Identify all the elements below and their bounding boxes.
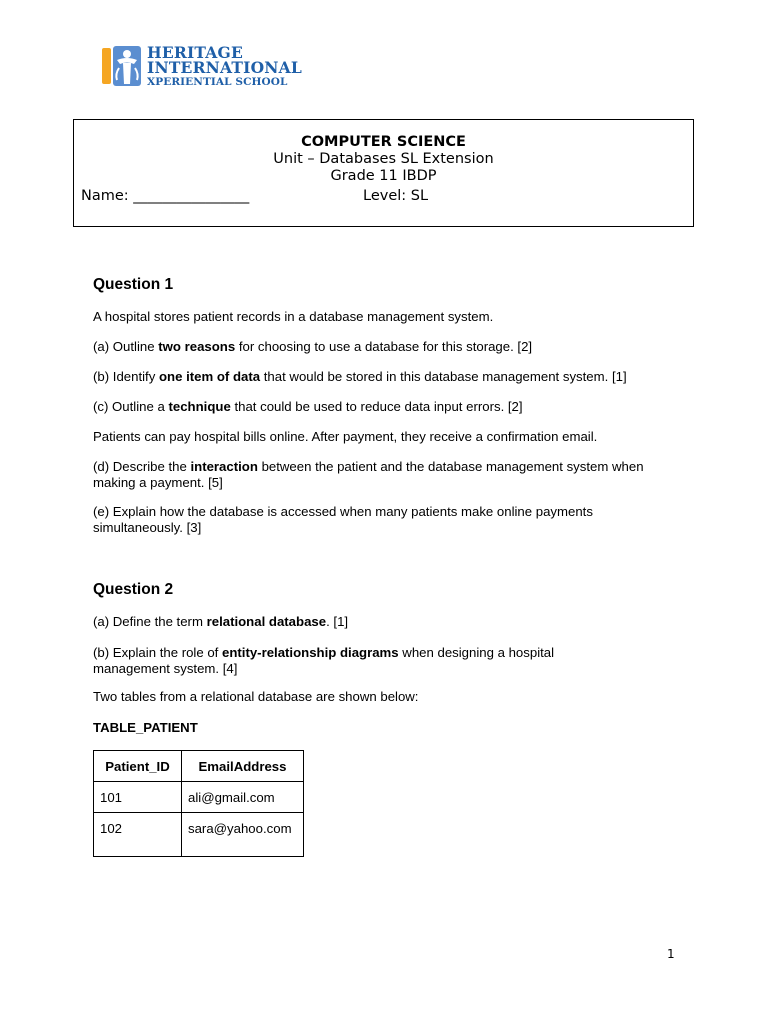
q2-a-bold: relational database (206, 614, 327, 629)
grade-title: Grade 11 IBDP (330, 168, 437, 184)
logo-line-2: INTERNATIONAL (147, 58, 302, 77)
q1-context: Patients can pay hospital bills online. After payment, they receive a confirmation email. (93, 429, 598, 444)
q2-a-post: . [1] (326, 614, 349, 629)
q1-b-bold: one item of data (158, 369, 261, 384)
q1-intro: A hospital stores patient records in a database management system. (93, 309, 494, 324)
q1-b-post: that would be stored in this database management system. [1] (260, 369, 627, 384)
table-cell-patient-id: 102 (94, 813, 182, 857)
level-label: Level: SL (363, 188, 429, 204)
name-field: Name: ________________ (81, 188, 250, 204)
q1-d-pre: (d) Describe the (93, 459, 191, 474)
school-emblem-icon (101, 44, 143, 90)
q1-part-e: (e) Explain how the database is accessed when many patients make online payments simultaneously. [3] (93, 504, 593, 535)
table-row (94, 813, 304, 857)
q1-d-bold: interaction (190, 459, 258, 474)
table-row (94, 782, 304, 813)
q2-part-b (93, 645, 613, 676)
table-title: TABLE_PATIENT (93, 720, 198, 735)
school-logo (101, 44, 301, 92)
worksheet-header (73, 119, 694, 227)
unit-title: Unit – Databases SL Extension (273, 151, 494, 167)
q1-part-a (93, 339, 683, 355)
table-header-row (94, 751, 304, 782)
patient-table (93, 750, 304, 857)
q2-b-pre: (b) Explain the role of (93, 645, 223, 660)
logo-line-1: HERITAGE (147, 43, 243, 62)
q1-part-b (93, 369, 683, 385)
q1-a-post: for choosing to use a database for this storage. [2] (235, 339, 533, 354)
q2-a-pre: (a) Define the term (93, 614, 207, 629)
q2-b-bold: entity-relationship diagrams (222, 645, 399, 660)
question-1-title: Question 1 (93, 276, 174, 293)
page-number: 1 (667, 947, 675, 961)
q1-a-bold: two reasons (158, 339, 236, 354)
q1-part-c (93, 399, 683, 415)
q1-b-pre: (b) Identify (93, 369, 159, 384)
table-header-email: EmailAddress (182, 751, 304, 782)
q1-c-pre: (c) Outline a (93, 399, 169, 414)
table-cell-email: sara@yahoo.com (182, 813, 304, 857)
q1-a-pre: (a) Outline (93, 339, 159, 354)
table-header-patient-id: Patient_ID (94, 751, 182, 782)
subject-title: COMPUTER SCIENCE (301, 134, 466, 150)
logo-wordmark (147, 45, 302, 90)
table-cell-patient-id: 101 (94, 782, 182, 813)
q1-c-bold: technique (168, 399, 231, 414)
table-cell-email: ali@gmail.com (182, 782, 304, 813)
q1-c-post: that could be used to reduce data input errors. [2] (230, 399, 523, 414)
q2-tables-intro: Two tables from a relational database are shown below: (93, 689, 419, 704)
q1-part-d (93, 459, 663, 490)
q1-d-post: between the patient and the database management system when making a payment. [5] (93, 459, 644, 490)
q2-part-a (93, 614, 683, 630)
q2-b-post: when designing a hospital management system. [4] (93, 645, 555, 676)
question-2-title: Question 2 (93, 581, 174, 598)
logo-line-3: XPERIENTIAL SCHOOL (147, 76, 288, 88)
